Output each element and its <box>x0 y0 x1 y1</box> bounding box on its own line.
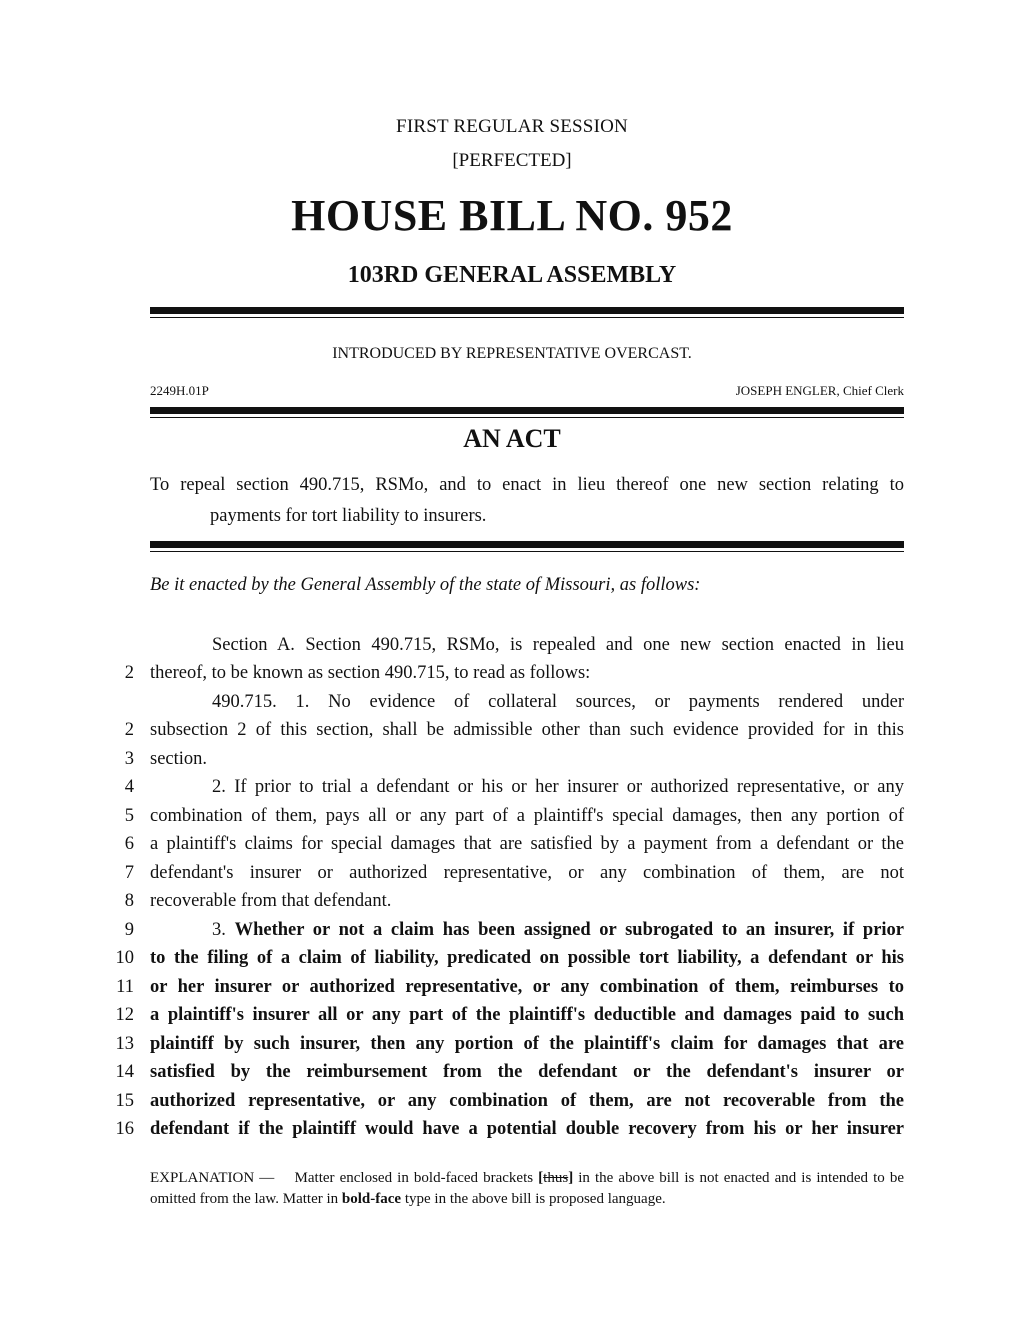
subsection-number: 3. <box>212 920 226 940</box>
body-line: or her insurer or authorized representative, or any combination of them, reimburses to <box>150 977 904 997</box>
line-number: 11 <box>116 977 134 997</box>
line-number: 5 <box>124 806 134 826</box>
enacting-clause: Be it enacted by the General Assembly of the state of Missouri, as follows: <box>150 575 701 595</box>
chief-clerk: JOSEPH ENGLER, Chief Clerk <box>735 383 904 398</box>
body-line: subsection 2 of this section, shall be admissible other than such evidence provided for in this <box>150 720 904 740</box>
explanation-text: type in the above bill is proposed language. <box>404 1191 666 1207</box>
act-rule-thick <box>150 541 904 548</box>
body-line: to the filing of a claim of liability, predicated on possible tort liability, a defendant or his <box>150 948 904 968</box>
act-description-line-1: To repeal section 490.715, RSMo, and to enact in lieu thereof one new section relating to <box>150 475 904 495</box>
introduced-by: INTRODUCED BY REPRESENTATIVE OVERCAST. <box>332 345 692 362</box>
line-number: 7 <box>124 863 134 883</box>
body-line: section. <box>150 749 208 769</box>
act-rule-thin <box>150 551 904 552</box>
body-line: combination of them, pays all or any part of a plaintiff's special damages, then any portion of <box>150 806 904 826</box>
line-number: 4 <box>124 777 134 797</box>
header-rule-thin <box>150 317 904 318</box>
bold-face-term: bold-face <box>341 1191 402 1207</box>
body-line: plaintiff by such insurer, then any portion of the plaintiff's claim for damages that are <box>150 1034 904 1054</box>
line-number: 9 <box>124 920 134 940</box>
clerk-rule-thin <box>150 417 904 418</box>
act-description-line-2: payments for tort liability to insurers. <box>210 506 487 526</box>
body-line: satisfied by the reimbursement from the defendant or the defendant's insurer or <box>150 1062 904 1082</box>
line-number: 6 <box>124 834 134 854</box>
body-line: defendant if the plaintiff would have a potential double recovery from his or her insurer <box>150 1119 904 1139</box>
bill-status: [PERFECTED] <box>452 150 572 171</box>
body-line: a plaintiff's insurer all or any part of the plaintiff's deductible and damages paid to such <box>150 1005 904 1025</box>
header-rule-thick <box>150 307 904 314</box>
line-number: 2 <box>124 720 134 740</box>
body-line: defendant's insurer or authorized representative, or any combination of them, are not <box>150 863 904 883</box>
explanation-text: Matter enclosed in bold-faced brackets <box>294 1170 534 1186</box>
body-line: a plaintiff's claims for special damages that are satisfied by a payment from a defendant or the <box>150 834 904 854</box>
body-line: Section A. Section 490.715, RSMo, is repealed and one new section enacted in lieu <box>212 635 904 655</box>
bracket-close: ] <box>568 1170 574 1186</box>
explanation-note <box>150 1168 904 1210</box>
clerk-rule-thick <box>150 407 904 414</box>
an-act-heading: AN ACT <box>463 424 561 453</box>
body-line <box>150 920 904 949</box>
bracket-open: [ <box>538 1170 544 1186</box>
body-line: thereof, to be known as section 490.715, to read as follows: <box>150 663 591 683</box>
explanation-label: EXPLANATION — <box>150 1170 275 1186</box>
line-number: 8 <box>124 891 134 911</box>
body-line: recoverable from that defendant. <box>150 891 392 911</box>
body-line: 2. If prior to trial a defendant or his or her insurer or authorized representative, or any <box>212 777 904 797</box>
line-number: 16 <box>115 1119 134 1139</box>
general-assembly: 103RD GENERAL ASSEMBLY <box>347 262 677 288</box>
line-number: 2 <box>124 663 134 683</box>
line-number: 15 <box>115 1091 134 1111</box>
line-number: 13 <box>115 1034 134 1054</box>
explanation-text: in the above bill is not enacted and is intended to be omitted from the law. Matter in <box>150 1170 905 1207</box>
session-label: FIRST REGULAR SESSION <box>396 116 628 137</box>
struck-example: thus <box>543 1170 569 1186</box>
proposed-text: Whether or not a claim has been assigned or subrogated to an insurer, if prior <box>234 920 905 940</box>
line-number: 14 <box>115 1062 134 1082</box>
line-number: 3 <box>124 749 134 769</box>
body-line: authorized representative, or any combination of them, are not recoverable from the <box>150 1091 904 1111</box>
bill-title: HOUSE BILL NO. 952 <box>291 191 733 240</box>
lr-number: 2249H.01P <box>150 383 209 398</box>
act-description <box>150 470 904 532</box>
line-number: 10 <box>115 948 134 968</box>
line-number: 12 <box>115 1005 134 1025</box>
body-line: 490.715. 1. No evidence of collateral sources, or payments rendered under <box>212 692 904 712</box>
